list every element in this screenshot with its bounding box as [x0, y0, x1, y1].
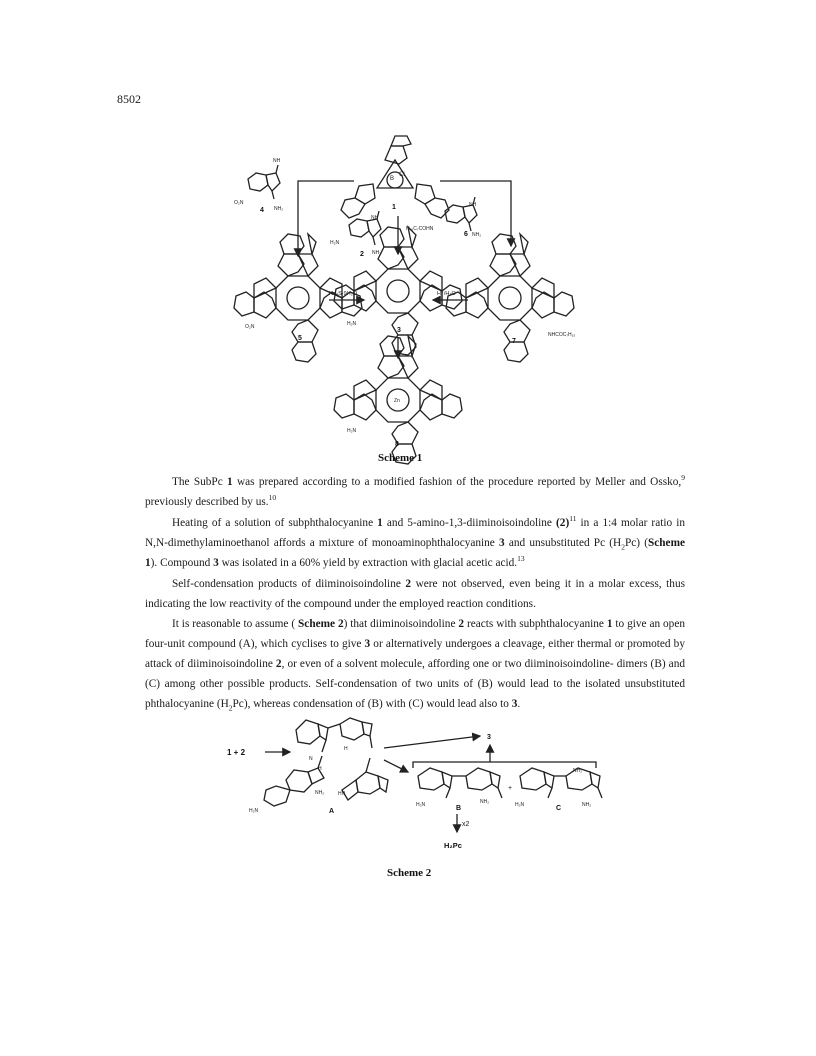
substituent-label: NH [469, 202, 477, 208]
compound-b-structure [418, 768, 502, 798]
reagent-label: H⁺/H₂O [437, 291, 456, 297]
svg-text:Cl: Cl [399, 172, 405, 178]
substituent-label: NH₂ [573, 768, 583, 774]
substituent-label: H₂N [347, 428, 357, 434]
substituent-label: NH₂ [315, 790, 325, 796]
compound-label: 1 [392, 204, 396, 211]
substituent-label: H₂N [330, 240, 340, 246]
substituent-label: NH [371, 215, 379, 221]
product-3-label: 3 [487, 734, 491, 741]
substituent-label: NHCOC₇H₁₅ [548, 332, 576, 338]
compound-c-label: C [556, 805, 562, 812]
substituent-label: NH₂ [582, 802, 592, 808]
plus-sign: + [508, 785, 513, 792]
substituent-label: H₂N [347, 321, 357, 327]
substituent-label: H₂N [416, 802, 426, 808]
atom-label: H [318, 766, 322, 772]
paragraph-3: Self-condensation products of diiminoisoindoline 2 were not observed, even being it in a molar excess, thus indicating the low reactivity of the compound under the employed reaction conditions. [145, 578, 685, 610]
scheme-2-caption: Scheme 2 [387, 867, 432, 879]
h2pc-label: H₂Pc [444, 841, 462, 850]
substituent-label: NH₂ [480, 799, 490, 805]
substituent-label: NH₂ [372, 250, 382, 256]
compound-a-structure [264, 718, 388, 806]
scheme-1-graphic [0, 0, 816, 470]
atom-label: N [309, 756, 313, 762]
scheme-2-reactants: 1 + 2 [227, 748, 246, 757]
substituent-label: HN [338, 791, 346, 797]
substituent-label: H₂N [249, 808, 259, 814]
substituent-label: H₂N [515, 802, 525, 808]
compound-label: 3 [397, 327, 401, 334]
compound-a-label: A [329, 808, 335, 815]
substituent-label: NH₂ [274, 206, 284, 212]
compound-label: 7 [512, 338, 516, 345]
substituent-label: NH [273, 158, 281, 164]
atom-label: H [344, 746, 348, 752]
multiplier-label: x2 [462, 821, 470, 828]
substituent-label: NH₂ [472, 232, 482, 238]
paragraph-4: It is reasonable to assume ( Scheme 2) that diiminoisoindoline 2 reacts with subphthalocyanine 1 to give an open four-unit compound (A), which cyclises to give 3 or alternatively undergoes a cleavage, either thermal or promoted by attack of diiminoisoindoline 2, or even of a solvent molecule, affording one or two diiminoisoindoline- dimers (B) and (C) among other possible products. Self-condensation of two units of (B) would lead to the isolated unsubstituted phthalocyanine $(H_2Pc)$, whereas condensation of (B) with (C) would lead also to 3. [145, 618, 685, 713]
compound-label: 2 [360, 251, 364, 258]
compound-label: 4 [260, 207, 264, 214]
substituent-label: Zn [394, 398, 400, 404]
scheme-1-caption: Scheme 1 [378, 452, 423, 464]
paragraph-2: Heating of a solution of subphthalocyanine 1 and 5-amino-1,3-diiminoisoindoline $(2)^{11}$ in a 1:4 molar ratio in N,N-dimethylaminoethanol affords a mixture of monoaminophthalocyanine 3 and unsubstituted Pc $(H_2Pc)$ (Scheme 1). Compound 3 was isolated in a 60% yield by extraction with glacial acetic acid.$^{13}$ [145, 514, 685, 569]
reagent-label: Na₂S·9H₂O [329, 291, 358, 297]
paragraph-1: The SubPc 1 was prepared according to a modified fashion of the procedure reported by Meller and Ossko,$^9$ previously described by us.$^{10}$ [145, 473, 685, 508]
compound-label: 8 [395, 441, 399, 448]
substituent-label: O₂N [234, 200, 244, 206]
compound-label: 6 [464, 231, 468, 238]
substituent-label: H₁₅C₇COHN [406, 226, 434, 232]
svg-text:B: B [390, 176, 395, 182]
compound-c-structure [520, 768, 602, 798]
page-number: 8502 [117, 92, 141, 106]
substituent-label: O₂N [245, 324, 255, 330]
compound-b-label: B [456, 805, 462, 812]
compound-label: 5 [298, 335, 302, 342]
